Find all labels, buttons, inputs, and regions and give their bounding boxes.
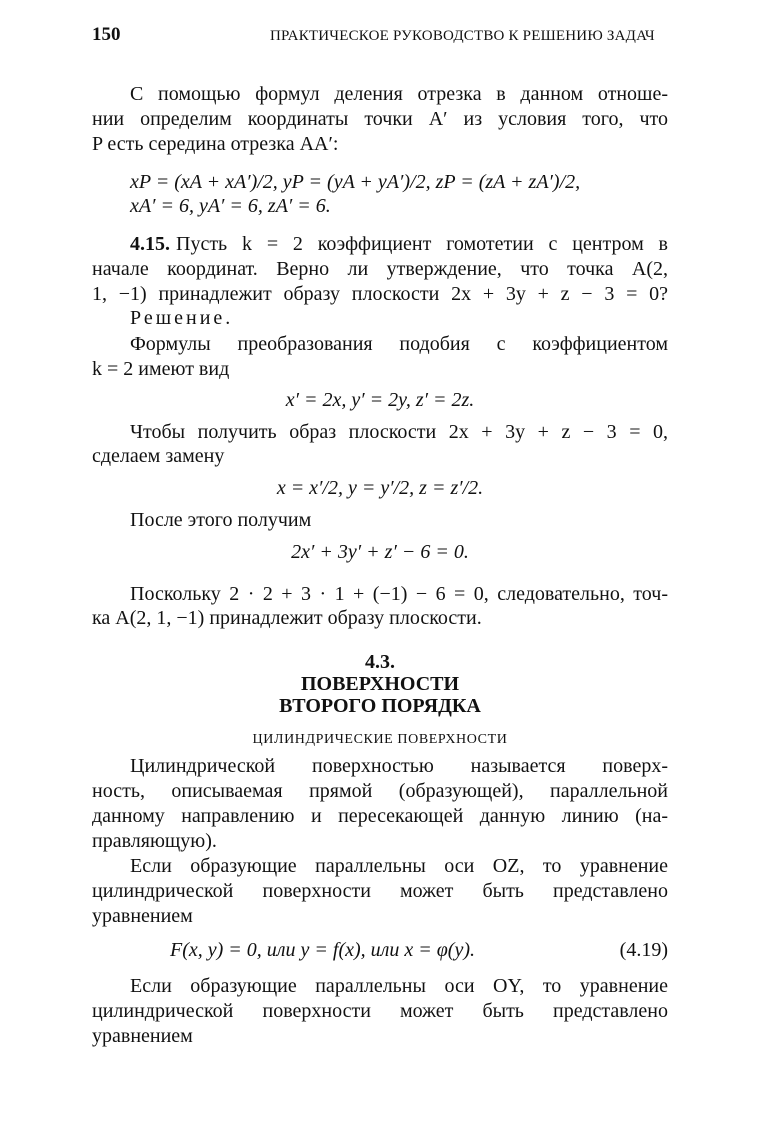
equation-line: xA′ = 6, yA′ = 6, zA′ = 6. xyxy=(130,195,331,217)
paragraph-line: ность, описываемая прямой (образующей), параллельной xyxy=(92,780,668,802)
problem-line: начале координат. Верно ли утверждение, что точка A(2, xyxy=(92,258,668,280)
paragraph-line: Если образующие параллельны оси OZ, то уравнение xyxy=(130,855,668,877)
paragraph-line: ка A(2, 1, −1) принадлежит образу плоскости. xyxy=(92,607,482,629)
section-title: ВТОРОГО ПОРЯДКА xyxy=(279,695,481,717)
equation-number: (4.19) xyxy=(619,939,668,961)
equation-line: x = x′/2, y = y′/2, z = z′/2. xyxy=(276,477,484,499)
paragraph-line: P есть середина отрезка AA′: xyxy=(92,133,339,155)
equation-text: F(x, y) = 0, или y = f(x), или x = φ(y). xyxy=(170,939,475,961)
paragraph-line: нии определим координаты точки A′ из условия того, что xyxy=(92,108,668,130)
section-title: ПОВЕРХНОСТИ xyxy=(300,673,460,695)
paragraph-line: цилиндрической поверхности может быть представлено xyxy=(92,880,668,902)
paragraph-line: Если образующие параллельны оси OY, то уравнение xyxy=(130,975,668,997)
equation-line: xP = (xA + xA′)/2, yP = (yA + yA′)/2, zP = (zA + zA′)/2, xyxy=(130,171,581,193)
paragraph-line: Формулы преобразования подобия с коэффициентом xyxy=(130,333,668,355)
running-title: ПРАКТИЧЕСКОЕ РУКОВОДСТВО К РЕШЕНИЮ ЗАДАЧ xyxy=(270,28,655,44)
paragraph-line: Чтобы получить образ плоскости 2x + 3y + z − 3 = 0, xyxy=(130,421,668,443)
section-number: 4.3. xyxy=(365,651,395,673)
equation-line: 2x′ + 3y′ + z′ − 6 = 0. xyxy=(291,541,469,563)
paragraph-line: С помощью формул деления отрезка в данном отноше- xyxy=(130,83,668,105)
paragraph-line: данному направлению и пересекающей данную линию (на- xyxy=(92,805,668,827)
page-number: 150 xyxy=(92,24,121,45)
paragraph-line: уравнением xyxy=(92,905,193,927)
problem-line: 1, −1) принадлежит образу плоскости 2x + 3y + z − 3 = 0? xyxy=(92,283,668,305)
problem-text: Пусть k = 2 коэффициент гомотетии с центром в xyxy=(176,233,668,255)
solution-label: Решение. xyxy=(130,307,234,329)
subsection-heading: ЦИЛИНДРИЧЕСКИЕ ПОВЕРХНОСТИ xyxy=(252,732,508,747)
paragraph-line: цилиндрической поверхности может быть представлено xyxy=(92,1000,668,1022)
paragraph-line: правляющую). xyxy=(92,830,217,852)
problem-line xyxy=(130,232,668,256)
paragraph-line: k = 2 имеют вид xyxy=(92,358,230,380)
paragraph-line: Поскольку 2 · 2 + 3 · 1 + (−1) − 6 = 0, следовательно, точ- xyxy=(130,583,668,605)
paragraph-line: После этого получим xyxy=(130,509,312,531)
equation-line: x′ = 2x, y′ = 2y, z′ = 2z. xyxy=(285,389,475,411)
problem-number: 4.15. xyxy=(130,233,170,255)
paragraph-line: уравнением xyxy=(92,1025,193,1047)
paragraph-line: Цилиндрической поверхностью называется поверх- xyxy=(130,755,668,777)
paragraph-line: сделаем замену xyxy=(92,445,225,467)
